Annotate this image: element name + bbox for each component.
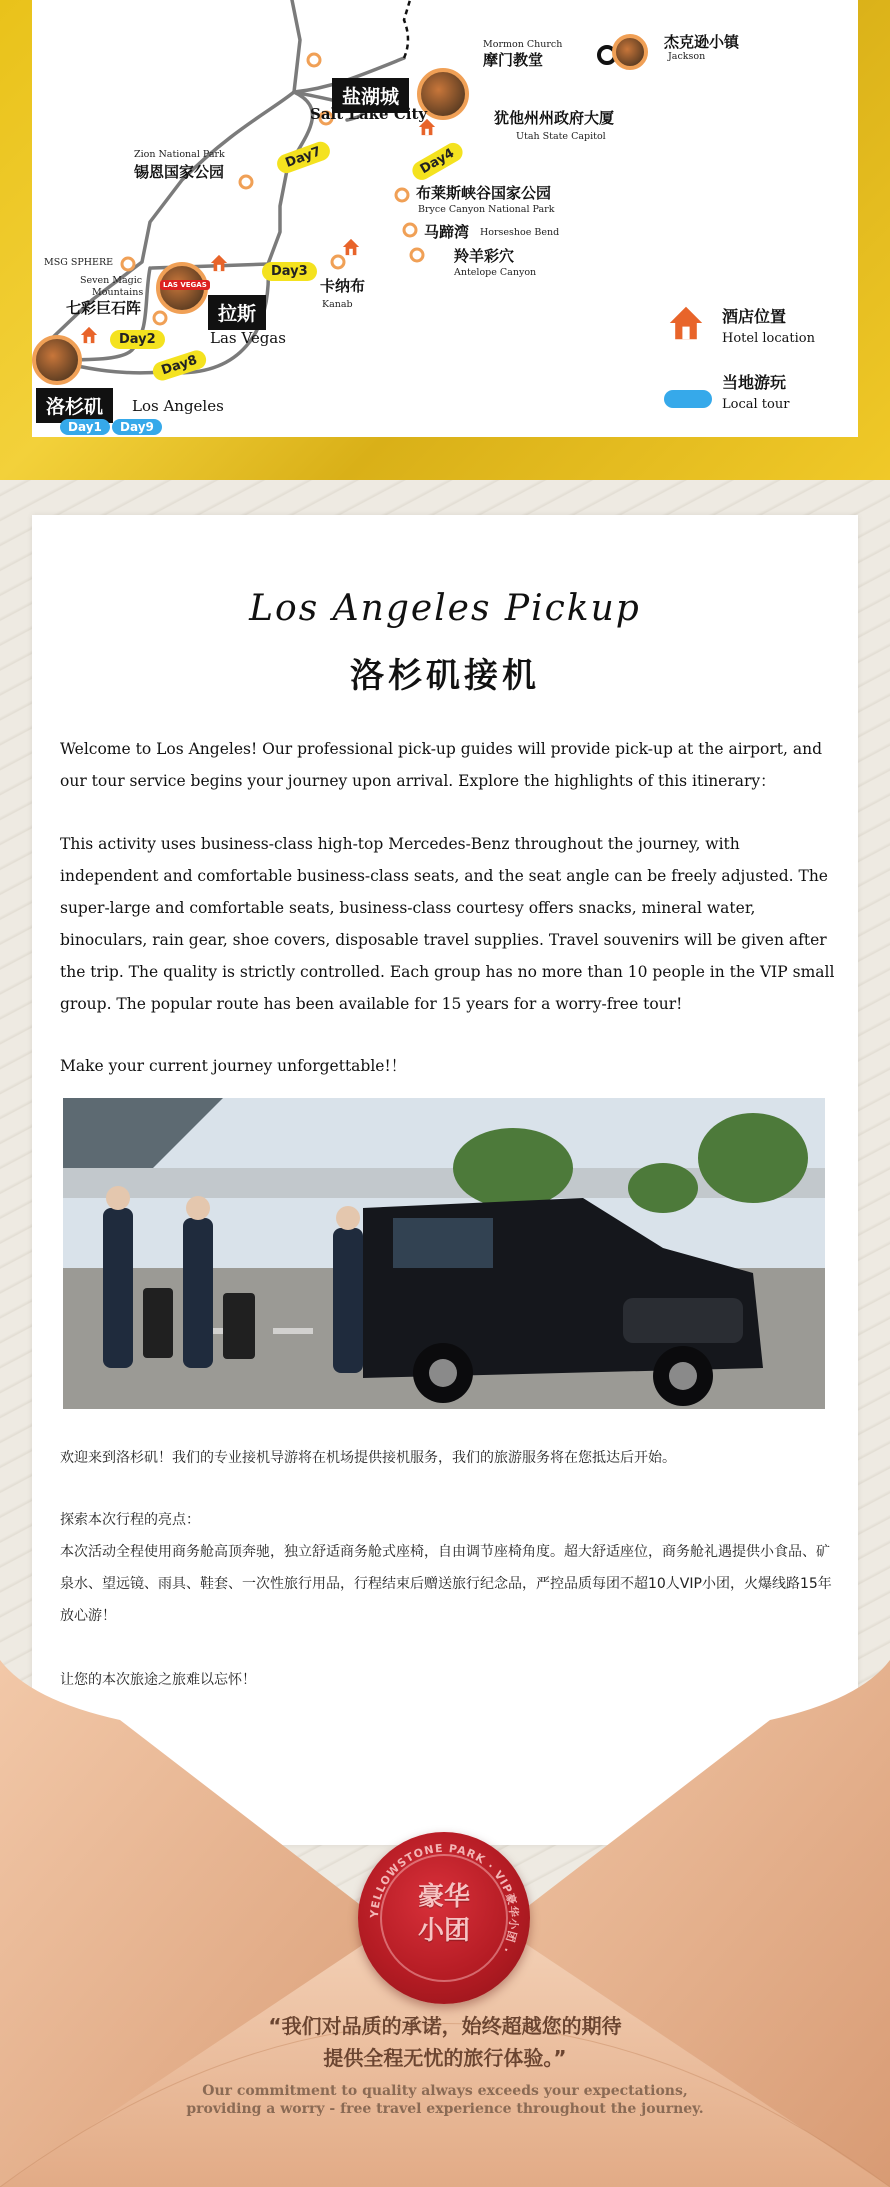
- quote-en-line-1: Our commitment to quality always exceeds your expectations,: [202, 2083, 688, 2099]
- vegas-sign: LAS VEGAS: [160, 280, 210, 290]
- hotel-icon: [80, 326, 98, 344]
- antelope-cn: 羚羊彩穴: [454, 247, 515, 265]
- antelope-en: Antelope Canyon: [454, 267, 537, 278]
- city-badge-salt-lake: 盐湖城: [332, 78, 409, 113]
- bryce-cn: 布莱斯峡谷国家公园: [416, 184, 552, 202]
- day4-pill: Day4: [409, 140, 466, 184]
- day2-pill: Day2: [110, 330, 165, 349]
- legend-local-en: Local tour: [722, 397, 790, 412]
- city-badge-los-angeles: 洛杉矶: [36, 388, 113, 423]
- hotel-icon: [210, 254, 228, 272]
- msg-sphere-en: MSG SPHERE: [44, 257, 114, 268]
- seven-magic-en-1: Seven Magic: [80, 275, 143, 286]
- intro-paragraph-cn: 欢迎来到洛杉矶！我们的专业接机导游将在机场提供接机服务，我们的旅游服务将在您抵达后开始。: [60, 1450, 676, 1466]
- city-badge-las-vegas: 拉斯: [208, 295, 266, 330]
- svg-text:YELLOWSTONE PARK · VIP豪华小团 ·: YELLOWSTONE PARK · VIP豪华小团 ·: [367, 1841, 521, 1956]
- quote-cn-line-1: “我们对品质的承诺，始终超越您的期待: [268, 2014, 622, 2038]
- day7-pill: Day7: [274, 139, 332, 176]
- day1-pill: Day1: [60, 419, 110, 435]
- zion-en: Zion National Park: [134, 149, 225, 160]
- horseshoe-cn: 马蹄湾: [424, 223, 470, 241]
- highlights-title-cn: 探索本次行程的亮点：: [60, 1512, 200, 1528]
- quote-en-line-2: providing a worry - free travel experience throughout the journey.: [186, 2101, 704, 2117]
- details-paragraph-en: This activity uses business-class high-top Mercedes-Benz throughout the journey, with independent and comfortable business-class seats, and the seat angle can be freely adjusted. The super-large and comfortable seats, business-class courtesy offers snacks, mineral water, binoculars, rain gear, shoe covers, disposable travel supplies. Travel souvenirs will be given after the trip. The quality is strictly controlled. Each group has no more than 10 people in the VIP small group. The popular route has been available for 15 years for a worry-free tour!: [60, 835, 835, 1013]
- salt-lake-en: Salt Lake City: [310, 105, 428, 123]
- legend-hotel-en: Hotel location: [722, 331, 815, 346]
- closing-line-en: Make your current journey unforgettable!！: [60, 1057, 407, 1075]
- seven-magic-en-2: Mountains: [92, 287, 144, 298]
- legend-hotel-icon: [668, 305, 704, 341]
- las-vegas-en: Las Vegas: [210, 329, 286, 347]
- wax-seal: [358, 1832, 530, 2004]
- utah-capitol-cn: 犹他州州政府大厦: [494, 109, 615, 127]
- seal-line-2: 小团: [417, 1916, 470, 1946]
- mormon-en: Mormon Church: [483, 39, 563, 50]
- airport-pickup-photo: [63, 1098, 825, 1409]
- wax-seal-text: [358, 1880, 530, 1948]
- utah-capitol-en: Utah State Capitol: [516, 131, 606, 142]
- closing-line-cn: 让您的本次旅途之旅难以忘怀！: [60, 1672, 256, 1688]
- kanab-en: Kanab: [322, 299, 353, 310]
- quote-cn-line-2: 提供全程无忧的旅行体验。”: [323, 2046, 567, 2070]
- jackson-dot: [612, 34, 648, 70]
- itinerary-map: [32, 0, 858, 437]
- jackson-en: Jackson: [668, 51, 706, 62]
- map-frame: [0, 0, 890, 480]
- los-angeles-dot: [32, 335, 82, 385]
- seven-magic-cn: 七彩巨石阵: [66, 299, 142, 317]
- hotel-icon: [342, 238, 360, 256]
- seal-line-1: 豪华: [417, 1882, 470, 1912]
- legend-local-cn: 当地游玩: [722, 373, 787, 392]
- bryce-en: Bryce Canyon National Park: [418, 204, 555, 215]
- details-paragraph-cn: 本次活动全程使用商务舱高顶奔驰，独立舒适商务舱式座椅，自由调节座椅角度。超大舒适座位，商务舱礼遇提供小食品、矿泉水、望远镜、雨具、鞋套、一次性旅行用品，行程结束后赠送旅行纪念品，严控品质每团不超10人VIP小团，火爆线路15年放心游！: [60, 1544, 832, 1624]
- legend-hotel-cn: 酒店位置: [722, 307, 787, 326]
- los-angeles-en: Los Angeles: [132, 397, 224, 415]
- zion-cn: 锡恩国家公园: [134, 163, 225, 181]
- page-title: 洛杉矶接机: [350, 656, 540, 696]
- legend-local-tour-swatch: [664, 390, 712, 408]
- mormon-cn: 摩门教堂: [483, 51, 544, 69]
- kanab-cn: 卡纳布: [320, 277, 366, 295]
- intro-paragraph-en: Welcome to Los Angeles! Our professional pick-up guides will provide pick-up at the airport, and our tour service begins your journey upon arrival. Explore the highlights of this itinerary：: [60, 740, 823, 790]
- day3-pill: Day3: [262, 262, 317, 281]
- script-title: Los Angeles Pickup: [249, 588, 641, 629]
- jackson-cn: 杰克逊小镇: [664, 33, 740, 51]
- day8-pill: Day8: [150, 348, 208, 383]
- day9-pill: Day9: [112, 419, 162, 435]
- horseshoe-en: Horseshoe Bend: [480, 227, 560, 238]
